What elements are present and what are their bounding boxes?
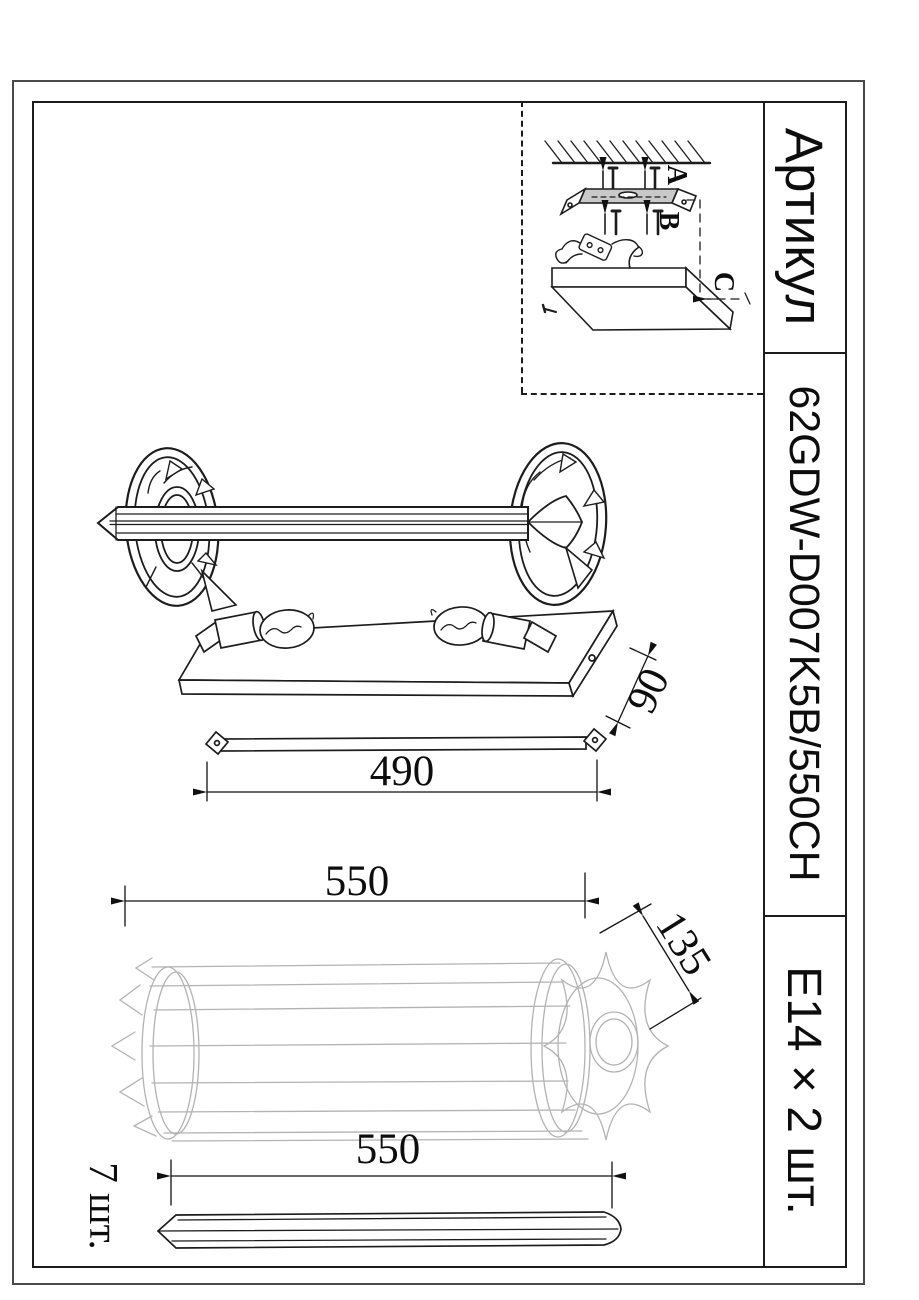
trim-strip-drawing — [158, 1212, 621, 1248]
dim-trim-length-text: 550 — [355, 1126, 421, 1173]
title-block-socket-spec: E14 × 2 шт. — [777, 966, 831, 1215]
detail-label-b: B — [653, 211, 684, 231]
decorative-rod-drawing — [98, 440, 612, 611]
backplate-drawing — [179, 605, 617, 696]
backplate-front-face — [179, 680, 573, 696]
anchor-screws-upper — [603, 168, 659, 188]
trim-quantity-note: 7 шт. — [81, 1162, 127, 1250]
rod-bar — [98, 507, 528, 540]
title-block-article-label: Артикул — [774, 127, 834, 326]
rod-right-finial-hub — [528, 496, 592, 588]
shade-drawing — [112, 952, 668, 1141]
detail-label-a: A — [661, 164, 692, 186]
lamp-body — [543, 247, 733, 330]
title-block-article-code: 62GDW-D007K5B/550CH — [780, 385, 829, 882]
detail-label-c: C — [708, 271, 739, 293]
dim-strap-length-text: 490 — [369, 748, 435, 795]
dim-shade-length-text: 550 — [324, 858, 390, 905]
dim-backplate-depth-text: 90 — [618, 661, 680, 721]
dim-shade-diameter-text: 135 — [646, 903, 721, 984]
